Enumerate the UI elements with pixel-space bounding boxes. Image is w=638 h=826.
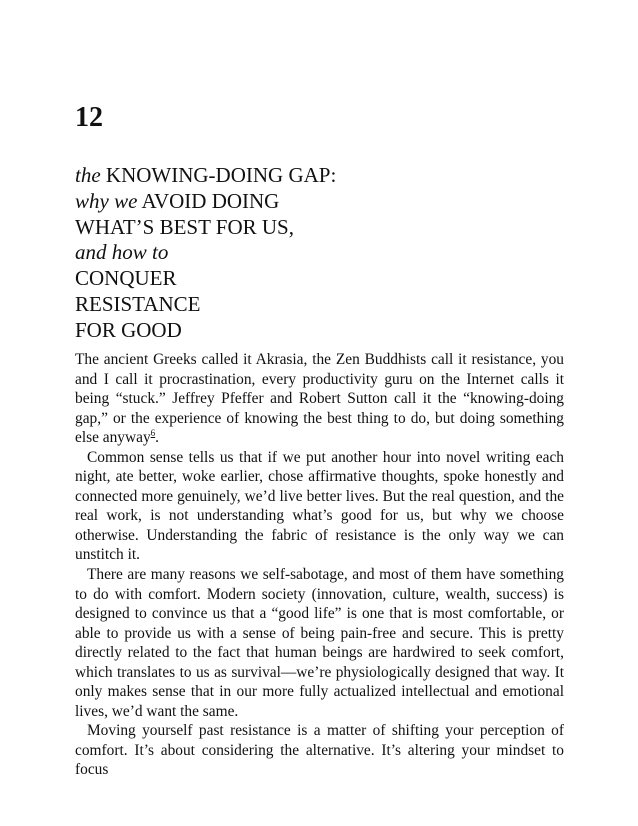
paragraph-end: . [155,429,159,447]
chapter-title-line [75,292,564,318]
chapter-title-italic: why we [75,188,138,213]
body-text [75,350,564,780]
footnote-link[interactable]: 6 [150,428,156,439]
chapter-title-line [75,266,564,292]
chapter-title [75,163,564,344]
chapter-title-plain: FOR GOOD [75,317,182,342]
chapter-title-plain: AVOID DOING [137,188,280,213]
chapter-title-plain: CONQUER [75,266,177,291]
chapter-title-line [75,163,564,189]
paragraph [75,350,564,448]
chapter-title-line [75,240,564,266]
paragraph: There are many reasons we self-sabotage, and most of them have something to do with comfort. Modern society (innovation, culture, wealth, success) is designed to convince us that a “good life” is one that is most comfortable, or able to provide us with a sense of being pain-free and secure. This is pretty directly related to the fact that human beings are hardwired to seek comfort, which translates to us as survival—we’re physiologically designed that way. It only makes sense that in our more fully actualized intellectual and emotional lives, we’d want the same. [75,566,564,720]
chapter-title-plain: KNOWING-DOING GAP: [100,163,337,187]
chapter-title-line [75,189,564,215]
paragraph: Moving yourself past resistance is a matter of shifting your perception of comfort. It’s about considering the alternative. It’s altering your mindset to focus [75,722,564,779]
chapter-title-plain: WHAT’S BEST FOR US, [75,214,294,239]
chapter-title-line [75,215,564,241]
chapter-title-line [75,318,564,344]
chapter-title-plain: RESISTANCE [75,291,201,316]
chapter-number: 12 [75,102,103,133]
chapter-title-italic: and how to [75,240,169,265]
paragraph: Common sense tells us that if we put another hour into novel writing each night, ate better, woke earlier, chose affirmative thoughts, spoke honestly and connected more genuinely, we’d live better lives. But the real question, and the real work, is not understanding what’s good for us, but why we choose otherwise. Understanding the fabric of resistance is the only way we can unstitch it. [75,448,564,564]
paragraph-text: The ancient Greeks called it Akrasia, the Zen Buddhists call it resistance, you and I call it procrastination, every productivity guru on the Internet calls it being “stuck.” Jeffrey Pfeffer and Robert Sutton call it the “knowing-doing gap,” or the experience of knowing the best thing to do, but doing something else anyway [75,351,564,447]
chapter-title-italic: the [75,163,101,187]
